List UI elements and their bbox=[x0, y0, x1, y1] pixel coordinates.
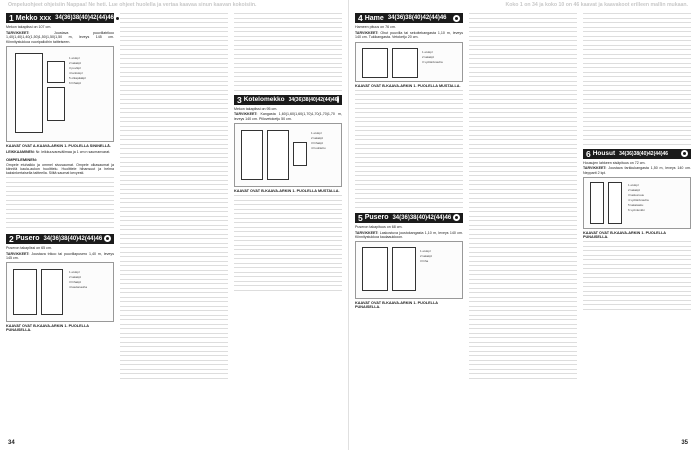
pattern-caption: KAAVAT OVAT B-KAAVA-ARKIN 1. PUOLELLA PUNAISELLA. bbox=[355, 301, 438, 310]
running-header-left bbox=[0, 0, 348, 11]
difficulty-icon bbox=[104, 235, 111, 242]
legend-item: 3 taskunsuu bbox=[628, 193, 645, 198]
materials-text: TARVIKKEET: Kangasta 1,60(1,60)1,60(1,70)1,70(1,70)1,70 m, leveys 140 cm. Piilovetoketju 50 cm. bbox=[234, 112, 342, 121]
right-page bbox=[348, 0, 696, 450]
page-number-right: 35 bbox=[681, 440, 688, 446]
materials-text: TARVIKKEET: Ohut puuvilla tai sekoitekangasta 1,10 m, leveys 140 cm. Tukikangasta. Vetoketju 20 cm. bbox=[355, 30, 463, 40]
pattern-caption: KAAVAT OVAT B-KAAVA-ARKIN 1. PUOLELLA PUNAISELLA. bbox=[583, 231, 666, 240]
legend-item: 1 etukpl bbox=[422, 49, 433, 54]
legend-item: 2 takakpl bbox=[69, 275, 82, 280]
section-4-banner bbox=[355, 13, 463, 23]
legend-item: 2 takakpl bbox=[311, 136, 324, 141]
pattern-diagram bbox=[355, 42, 463, 82]
legend-item: 3 vyötärönauha bbox=[422, 59, 443, 64]
legend-item: 6 hihakpl bbox=[69, 81, 82, 86]
pattern-piece bbox=[362, 48, 388, 78]
section-number: 6 bbox=[586, 148, 591, 159]
pattern-diagram bbox=[6, 46, 114, 142]
legend-item: 6 vyönlenkki bbox=[628, 208, 645, 213]
legend-item: 1 etukpl bbox=[420, 249, 431, 254]
pattern-piece bbox=[608, 182, 622, 224]
section-number: 1 bbox=[9, 13, 14, 23]
legend-item: 3 hihakpl bbox=[69, 280, 82, 285]
pattern-piece bbox=[41, 269, 63, 315]
section-6-banner bbox=[583, 149, 691, 159]
section-3-column bbox=[234, 13, 342, 294]
running-header-right bbox=[349, 0, 696, 11]
legend-item: 1 etukpl bbox=[628, 183, 639, 188]
pattern-piece bbox=[362, 247, 388, 291]
materials-text: TARVIKKEET: Laskostuva joustokangasta 1,10 m, leveys 140 cm. Kiinnitystukkoa kaulaaukkoon. bbox=[355, 230, 463, 240]
section-number: 5 bbox=[358, 212, 363, 223]
materials-text: TARVIKKEET: Joustava trikoo tai puuvillapusero 1,40 m, leveys 145 cm. bbox=[6, 251, 115, 261]
pattern-piece bbox=[267, 130, 289, 180]
legend-item: 1 etukpl bbox=[311, 131, 322, 136]
section-number: 3 bbox=[237, 94, 242, 105]
pattern-caption: KAAVAT OVAT B-KAAVA-ARKIN 1. PUOLELLA PUNAISELLA. bbox=[6, 324, 89, 333]
pattern-diagram bbox=[583, 177, 691, 229]
legend-item: 2 takakpl bbox=[628, 188, 641, 193]
pattern-diagram bbox=[234, 123, 342, 187]
section-intro: Hameen pituus on 76 cm. bbox=[355, 25, 396, 29]
pattern-piece bbox=[293, 142, 307, 166]
pattern-piece bbox=[47, 87, 65, 121]
sewing-text: Ompele etuhalkio ja ommel sivusaumat. Ompele olkasaumat ja kiinnitä kaula-aukon huolittelu. Huolittele hihansuut ja helma kaksinkertaisella taitteella. Silitä saumat kevyesti. bbox=[6, 162, 114, 176]
difficulty-icon bbox=[453, 15, 460, 22]
legend-item: 5 takatasku bbox=[628, 203, 644, 208]
section-title: Mekko xxx bbox=[15, 14, 52, 22]
section-title: Pusero bbox=[364, 214, 389, 222]
sewing-heading: OMPELEMINEN: bbox=[6, 156, 38, 162]
section-intro: Puseron takaplissi on 65 cm. bbox=[6, 245, 52, 250]
legend-item: 4 huoliteltu bbox=[311, 146, 326, 151]
section-number: 2 bbox=[9, 233, 14, 244]
pattern-caption: KAAVAT OVAT A-KAAVA-ARKIN 1. PUOLELLA SININELLÄ. bbox=[6, 144, 111, 149]
pattern-diagram bbox=[355, 241, 463, 299]
materials-text: TARVIKKEET: Joustava puuvillatrikoo 1,40(1,40)1,40(1,50)1,50(1,50)1,50 m, leveys 145 cm. Kiinnitystukkoa vuoripalloihin taitteiseen. bbox=[6, 30, 115, 44]
difficulty-icon bbox=[681, 150, 688, 157]
section-title: Kotelomekko bbox=[243, 96, 285, 103]
pattern-caption: KAAVAT OVAT B-KAAVA-ARKIN 1. PUOLELLA MUSTALLA. bbox=[355, 83, 461, 88]
pattern-piece bbox=[47, 61, 65, 83]
pattern-piece bbox=[590, 182, 604, 224]
pattern-piece bbox=[241, 130, 263, 180]
section-1-banner bbox=[6, 13, 114, 23]
pattern-piece bbox=[15, 53, 43, 133]
section-intro: Puseron takapituus on 68 cm. bbox=[355, 224, 403, 229]
legend-item: 3 hihakpl bbox=[311, 141, 324, 146]
section-1-column bbox=[6, 13, 114, 334]
difficulty-icon bbox=[453, 214, 460, 221]
size-code: 34(36)38(40)42(44)46 bbox=[392, 214, 452, 221]
size-code: 34(36)38(40)42(44)46 bbox=[387, 15, 447, 21]
cutting-text: LEIKKAAMINEN: Nr. leikkuuvaravälimaa ja 1 cm:n saumanvarat. bbox=[6, 150, 111, 155]
legend-item: 2 takakpl bbox=[69, 61, 82, 66]
section-4-column bbox=[355, 13, 463, 311]
section-6-column bbox=[583, 13, 691, 313]
pattern-piece bbox=[392, 247, 416, 291]
legend-item: 4 lantiokpl bbox=[69, 71, 83, 76]
text-column-5 bbox=[469, 13, 577, 382]
legend-item: 3 povikpl bbox=[69, 66, 81, 71]
text-column-2 bbox=[120, 13, 228, 382]
section-title: Housut bbox=[592, 150, 616, 157]
materials-text: TARVIKKEET: Joustava farkkukangasta 1,50 m, leveys 140 cm. Nepparit 2 kpl. bbox=[583, 166, 691, 175]
section-title: Hame bbox=[364, 14, 384, 22]
page-number-left: 34 bbox=[8, 440, 15, 446]
size-code: 34(36)38(40)42(44)46 bbox=[619, 150, 669, 157]
size-code: 34(36)38(40)42(44)46 bbox=[43, 235, 103, 242]
section-title: Pusero bbox=[15, 235, 40, 243]
section-intro: Housujen lahkeen sisäpituus on 72 cm. bbox=[583, 160, 646, 165]
size-code: 34(36)38(40)42(44)46 bbox=[55, 15, 114, 21]
pattern-caption: KAAVAT OVAT B-KAAVA-ARKIN 1. PUOLELLA MUSTALLA. bbox=[234, 189, 340, 194]
pattern-diagram bbox=[6, 262, 114, 322]
pattern-piece bbox=[392, 48, 418, 78]
difficulty-icon bbox=[337, 96, 339, 103]
legend-item: 1 etukpl bbox=[69, 270, 80, 275]
section-number: 4 bbox=[358, 13, 363, 23]
legend-item: 3 hiha bbox=[420, 259, 429, 264]
section-2-banner bbox=[6, 234, 114, 244]
size-code: 34(36)38(40)42(44)46 bbox=[288, 96, 338, 103]
header-text-right: Koko 1 on 34 ja koko 10 on 46 kaavat ja kaavakoot erilleen mallin mukaan. bbox=[505, 2, 688, 8]
legend-item: 1 etukpl bbox=[69, 56, 80, 61]
legend-item: 4 kaulanauha bbox=[69, 285, 88, 290]
legend-item: 2 takakpl bbox=[422, 54, 435, 59]
pattern-piece bbox=[13, 269, 37, 315]
section-5-banner bbox=[355, 213, 463, 223]
legend-item: 2 takakpl bbox=[420, 254, 433, 259]
section-3-banner bbox=[234, 95, 342, 105]
header-text-left: Ompeluohjeet ohjeisiin Nappaa! Ne heti. Lue ohjeet huolella ja vertaa kaavaa sinun kaavan kokoisiin. bbox=[8, 2, 257, 8]
legend-item: 5 olkapääkpl bbox=[69, 76, 86, 81]
legend-item: 4 vyötärönauha bbox=[628, 198, 649, 203]
section-intro: Mekon takaplissi on 95 cm. bbox=[234, 106, 278, 111]
section-intro: Mekon takaplissi on 107 cm. bbox=[6, 25, 52, 29]
